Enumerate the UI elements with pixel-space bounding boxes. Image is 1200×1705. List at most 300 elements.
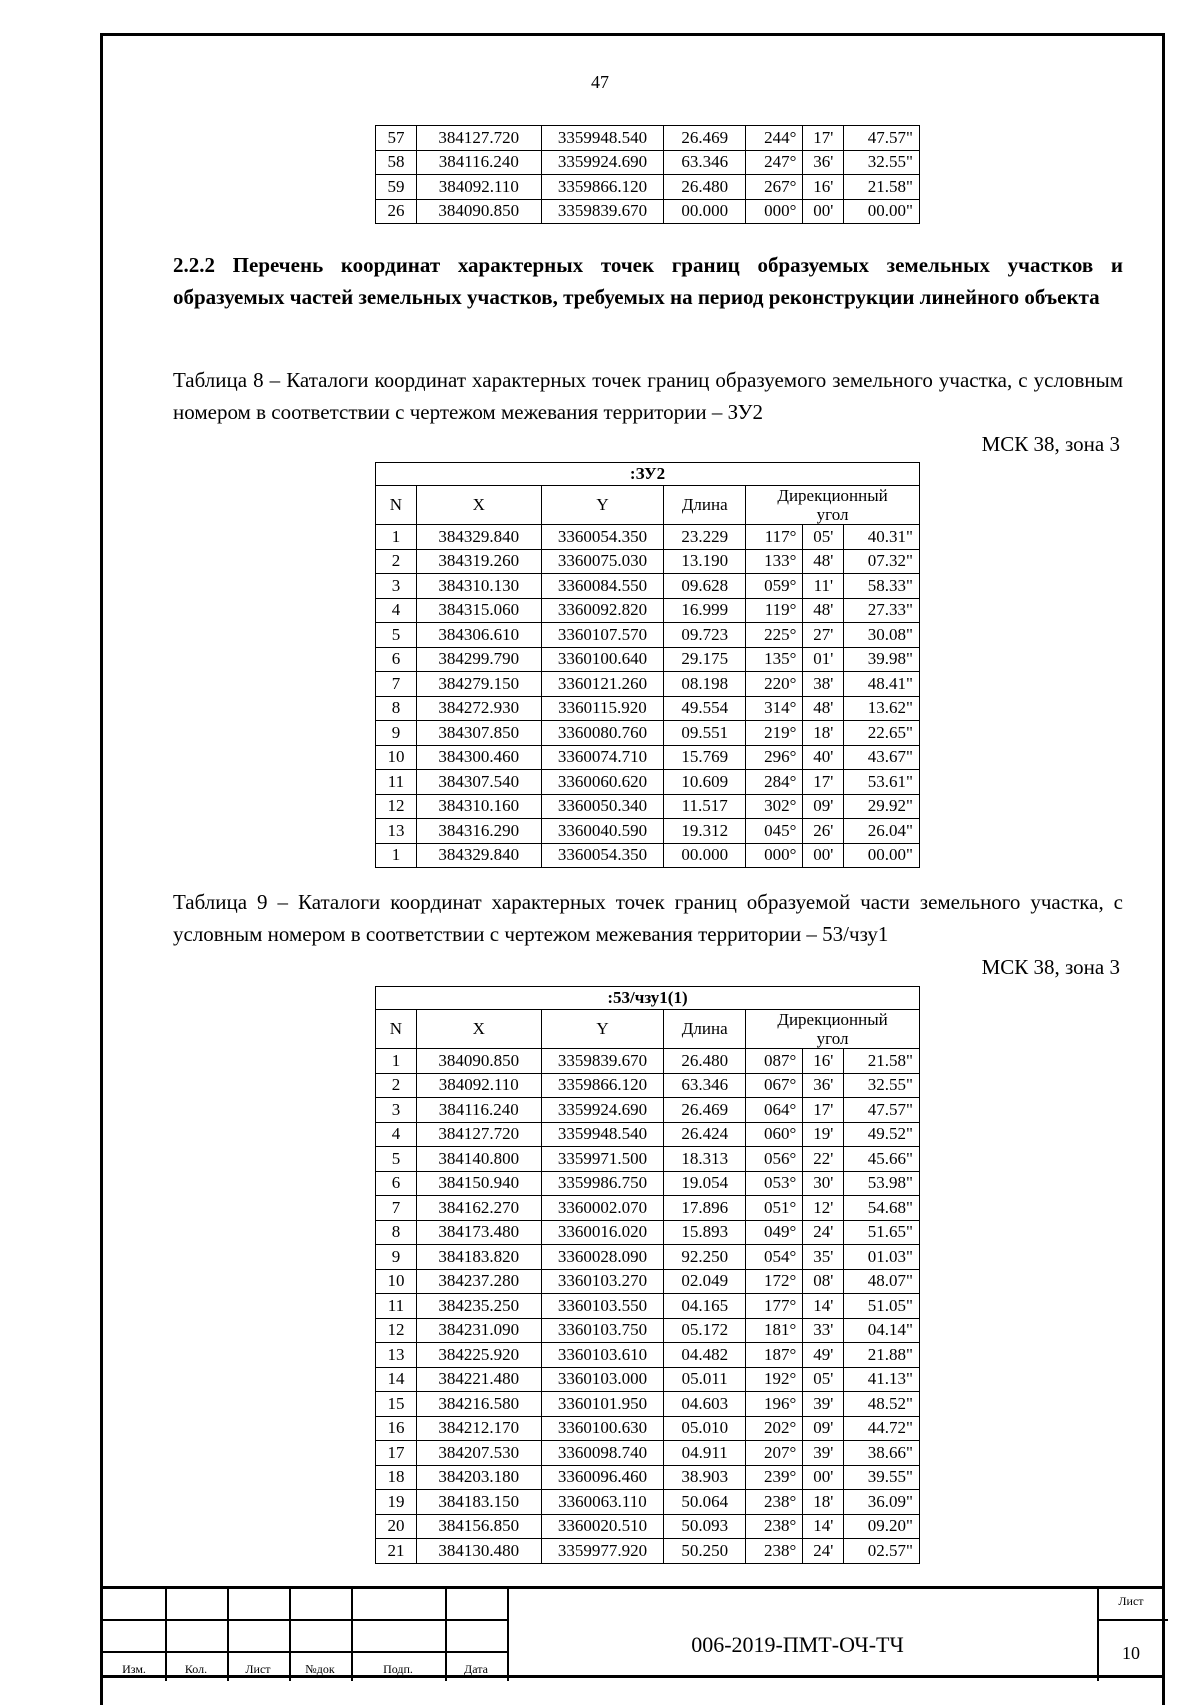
angle-minutes: 18' [803, 721, 844, 746]
angle-minutes: 00' [803, 843, 844, 868]
y-coord: 3360040.590 [541, 819, 664, 844]
x-coord: 384140.800 [416, 1147, 541, 1172]
angle-minutes: 24' [803, 1539, 844, 1564]
angle-seconds: 53.61" [844, 770, 920, 795]
angle-degrees: 117° [746, 525, 803, 550]
x-coord: 384150.940 [416, 1171, 541, 1196]
table-row [376, 525, 920, 550]
table-row [376, 672, 920, 697]
x-coord: 384300.460 [416, 745, 541, 770]
point-number: 9 [376, 1245, 417, 1270]
angle-degrees: 267° [746, 175, 803, 200]
length: 15.893 [664, 1220, 746, 1245]
angle-degrees: 049° [746, 1220, 803, 1245]
x-coord: 384203.180 [416, 1465, 541, 1490]
x-coord: 384225.920 [416, 1343, 541, 1368]
point-number: 59 [376, 175, 417, 200]
angle-seconds: 39.55" [844, 1465, 920, 1490]
table-row [376, 1490, 920, 1515]
x-coord: 384162.270 [416, 1196, 541, 1221]
col-y-header: Y [541, 486, 664, 525]
angle-minutes: 33' [803, 1318, 844, 1343]
point-number: 3 [376, 1098, 417, 1123]
angle-seconds: 48.52" [844, 1392, 920, 1417]
angle-minutes: 27' [803, 623, 844, 648]
x-coord: 384221.480 [416, 1367, 541, 1392]
table-row [376, 1441, 920, 1466]
table9-coordinates [375, 986, 920, 1564]
length: 23.229 [664, 525, 746, 550]
x-coord: 384315.060 [416, 598, 541, 623]
angle-degrees: 207° [746, 1441, 803, 1466]
angle-minutes: 00' [803, 199, 844, 224]
x-coord: 384127.720 [416, 126, 541, 151]
angle-seconds: 07.32" [844, 549, 920, 574]
x-coord: 384090.850 [416, 1049, 541, 1074]
point-number: 15 [376, 1392, 417, 1417]
angle-seconds: 13.62" [844, 696, 920, 721]
x-coord: 384329.840 [416, 843, 541, 868]
angle-seconds: 01.03" [844, 1245, 920, 1270]
y-coord: 3360103.610 [541, 1343, 664, 1368]
x-coord: 384310.160 [416, 794, 541, 819]
stamp-label-data: Дата [464, 1662, 488, 1676]
length: 08.198 [664, 672, 746, 697]
y-coord: 3360103.000 [541, 1367, 664, 1392]
angle-seconds: 04.14" [844, 1318, 920, 1343]
table-row [376, 647, 920, 672]
length: 10.609 [664, 770, 746, 795]
angle-seconds: 47.57" [844, 126, 920, 151]
angle-seconds: 44.72" [844, 1416, 920, 1441]
col-length-header: Длина [664, 1010, 746, 1049]
angle-degrees: 181° [746, 1318, 803, 1343]
angle-minutes: 39' [803, 1441, 844, 1466]
length: 09.551 [664, 721, 746, 746]
angle-header-top: Дирекционный [777, 1010, 888, 1029]
point-number: 4 [376, 598, 417, 623]
point-number: 12 [376, 1318, 417, 1343]
angle-minutes: 12' [803, 1196, 844, 1221]
angle-degrees: 064° [746, 1098, 803, 1123]
stamp-label-list: Лист [245, 1662, 271, 1676]
length: 50.093 [664, 1514, 746, 1539]
x-coord: 384127.720 [416, 1122, 541, 1147]
x-coord: 384173.480 [416, 1220, 541, 1245]
angle-minutes: 22' [803, 1147, 844, 1172]
angle-minutes: 38' [803, 672, 844, 697]
col-y-header: Y [541, 1010, 664, 1049]
point-number: 58 [376, 150, 417, 175]
angle-seconds: 30.08" [844, 623, 920, 648]
point-number: 5 [376, 623, 417, 648]
x-coord: 384212.170 [416, 1416, 541, 1441]
table-row [376, 696, 920, 721]
angle-degrees: 314° [746, 696, 803, 721]
x-coord: 384272.930 [416, 696, 541, 721]
table9-caption: Таблица 9 – Каталоги координат характерных точек границ образуемой части земельного участка, с условным номером в соответствии с чертежом межевания территории – 53/чзу1 [173, 890, 1123, 946]
table-row [376, 1122, 920, 1147]
point-number: 7 [376, 1196, 417, 1221]
y-coord: 3360098.740 [541, 1441, 664, 1466]
length: 15.769 [664, 745, 746, 770]
x-coord: 384183.820 [416, 1245, 541, 1270]
y-coord: 3360063.110 [541, 1490, 664, 1515]
length: 26.480 [664, 175, 746, 200]
table-row [376, 721, 920, 746]
point-number: 13 [376, 1343, 417, 1368]
angle-seconds: 36.09" [844, 1490, 920, 1515]
length: 04.165 [664, 1294, 746, 1319]
angle-degrees: 056° [746, 1147, 803, 1172]
length: 04.482 [664, 1343, 746, 1368]
point-number: 6 [376, 647, 417, 672]
y-coord: 3360060.620 [541, 770, 664, 795]
angle-minutes: 00' [803, 1465, 844, 1490]
angle-minutes: 26' [803, 819, 844, 844]
table-row [376, 745, 920, 770]
col-angle-header [746, 486, 920, 525]
x-coord: 384310.130 [416, 574, 541, 599]
angle-degrees: 067° [746, 1073, 803, 1098]
angle-seconds: 09.20" [844, 1514, 920, 1539]
angle-degrees: 087° [746, 1049, 803, 1074]
table-row [376, 1294, 920, 1319]
length: 26.480 [664, 1049, 746, 1074]
point-number: 1 [376, 843, 417, 868]
table-row [376, 1147, 920, 1172]
stamp-label-izm: Изм. [122, 1662, 146, 1676]
stamp-label-kol: Кол. [184, 1662, 208, 1676]
col-n-header: N [376, 486, 417, 525]
angle-degrees: 247° [746, 150, 803, 175]
table-row [376, 1269, 920, 1294]
table8-coordinates [375, 462, 920, 868]
length: 63.346 [664, 1073, 746, 1098]
table-row [376, 1514, 920, 1539]
point-number: 8 [376, 1220, 417, 1245]
table-row [376, 1343, 920, 1368]
length: 13.190 [664, 549, 746, 574]
x-coord: 384156.850 [416, 1514, 541, 1539]
angle-minutes: 18' [803, 1490, 844, 1515]
angle-minutes: 48' [803, 696, 844, 721]
angle-seconds: 21.58" [844, 1049, 920, 1074]
table-row [376, 623, 920, 648]
table-row [376, 574, 920, 599]
length: 49.554 [664, 696, 746, 721]
x-coord: 384090.850 [416, 199, 541, 224]
point-number: 5 [376, 1147, 417, 1172]
angle-seconds: 38.66" [844, 1441, 920, 1466]
point-number: 2 [376, 549, 417, 574]
table9-title: :53/чзу1(1) [376, 987, 920, 1010]
angle-minutes: 49' [803, 1343, 844, 1368]
length: 92.250 [664, 1245, 746, 1270]
angle-minutes: 48' [803, 549, 844, 574]
angle-degrees: 192° [746, 1367, 803, 1392]
length: 05.172 [664, 1318, 746, 1343]
x-coord: 384092.110 [416, 175, 541, 200]
angle-seconds: 41.13" [844, 1367, 920, 1392]
length: 17.896 [664, 1196, 746, 1221]
x-coord: 384183.150 [416, 1490, 541, 1515]
x-coord: 384279.150 [416, 672, 541, 697]
length: 18.313 [664, 1147, 746, 1172]
angle-seconds: 43.67" [844, 745, 920, 770]
y-coord: 3360101.950 [541, 1392, 664, 1417]
angle-minutes: 05' [803, 525, 844, 550]
y-coord: 3360002.070 [541, 1196, 664, 1221]
y-coord: 3359986.750 [541, 1171, 664, 1196]
point-number: 19 [376, 1490, 417, 1515]
point-number: 17 [376, 1441, 417, 1466]
angle-degrees: 196° [746, 1392, 803, 1417]
angle-minutes: 19' [803, 1122, 844, 1147]
x-coord: 384231.090 [416, 1318, 541, 1343]
document-code: 006-2019-ПМТ-ОЧ-ТЧ [691, 1632, 904, 1657]
angle-degrees: 053° [746, 1171, 803, 1196]
length: 26.424 [664, 1122, 746, 1147]
angle-minutes: 35' [803, 1245, 844, 1270]
angle-degrees: 133° [746, 549, 803, 574]
table-row [376, 549, 920, 574]
table-row [376, 1367, 920, 1392]
angle-degrees: 000° [746, 199, 803, 224]
y-coord: 3360028.090 [541, 1245, 664, 1270]
angle-degrees: 220° [746, 672, 803, 697]
col-angle-header [746, 1010, 920, 1049]
y-coord: 3359948.540 [541, 126, 664, 151]
angle-degrees: 296° [746, 745, 803, 770]
point-number: 12 [376, 794, 417, 819]
angle-degrees: 054° [746, 1245, 803, 1270]
point-number: 9 [376, 721, 417, 746]
angle-minutes: 05' [803, 1367, 844, 1392]
table-row [376, 1171, 920, 1196]
angle-minutes: 17' [803, 770, 844, 795]
length: 16.999 [664, 598, 746, 623]
y-coord: 3360016.020 [541, 1220, 664, 1245]
angle-seconds: 00.00" [844, 843, 920, 868]
angle-seconds: 27.33" [844, 598, 920, 623]
angle-degrees: 051° [746, 1196, 803, 1221]
angle-minutes: 39' [803, 1392, 844, 1417]
point-number: 3 [376, 574, 417, 599]
point-number: 4 [376, 1122, 417, 1147]
angle-seconds: 21.88" [844, 1343, 920, 1368]
angle-minutes: 11' [803, 574, 844, 599]
angle-seconds: 02.57" [844, 1539, 920, 1564]
point-number: 21 [376, 1539, 417, 1564]
length: 19.312 [664, 819, 746, 844]
table-row [376, 598, 920, 623]
angle-degrees: 238° [746, 1490, 803, 1515]
y-coord: 3360121.260 [541, 672, 664, 697]
length: 05.011 [664, 1367, 746, 1392]
stamp-label-podp: Подп. [383, 1662, 413, 1676]
angle-degrees: 060° [746, 1122, 803, 1147]
sheet-number: 10 [1122, 1643, 1140, 1663]
table-row [376, 126, 920, 151]
angle-minutes: 16' [803, 1049, 844, 1074]
x-coord: 384316.290 [416, 819, 541, 844]
point-number: 2 [376, 1073, 417, 1098]
y-coord: 3360092.820 [541, 598, 664, 623]
y-coord: 3359977.920 [541, 1539, 664, 1564]
angle-degrees: 202° [746, 1416, 803, 1441]
table-row [376, 1073, 920, 1098]
table-row [376, 1416, 920, 1441]
angle-header-top: Дирекционный [777, 486, 888, 505]
angle-minutes: 14' [803, 1514, 844, 1539]
length: 38.903 [664, 1465, 746, 1490]
y-coord: 3359924.690 [541, 150, 664, 175]
angle-degrees: 219° [746, 721, 803, 746]
table-row [376, 175, 920, 200]
angle-minutes: 48' [803, 598, 844, 623]
table-row [376, 770, 920, 795]
x-coord: 384319.260 [416, 549, 541, 574]
y-coord: 3360103.270 [541, 1269, 664, 1294]
angle-degrees: 238° [746, 1514, 803, 1539]
angle-seconds: 00.00" [844, 199, 920, 224]
angle-degrees: 000° [746, 843, 803, 868]
angle-seconds: 39.98" [844, 647, 920, 672]
angle-seconds: 22.65" [844, 721, 920, 746]
table-row [376, 1539, 920, 1564]
x-coord: 384207.530 [416, 1441, 541, 1466]
y-coord: 3360020.510 [541, 1514, 664, 1539]
x-coord: 384307.850 [416, 721, 541, 746]
y-coord: 3360107.570 [541, 623, 664, 648]
angle-minutes: 09' [803, 794, 844, 819]
point-number: 1 [376, 1049, 417, 1074]
table-row [376, 1049, 920, 1074]
section-heading: 2.2.2 Перечень координат характерных точек границ образуемых земельных участков и образуемых частей земельных участков, требуемых на период реконструкции линейного объекта [173, 253, 1123, 309]
angle-seconds: 32.55" [844, 1073, 920, 1098]
col-n-header: N [376, 1010, 417, 1049]
y-coord: 3360080.760 [541, 721, 664, 746]
length: 09.723 [664, 623, 746, 648]
table-row [376, 199, 920, 224]
angle-minutes: 16' [803, 175, 844, 200]
point-number: 26 [376, 199, 417, 224]
point-number: 6 [376, 1171, 417, 1196]
angle-minutes: 08' [803, 1269, 844, 1294]
angle-seconds: 51.05" [844, 1294, 920, 1319]
angle-minutes: 01' [803, 647, 844, 672]
length: 26.469 [664, 1098, 746, 1123]
x-coord: 384216.580 [416, 1392, 541, 1417]
length: 26.469 [664, 126, 746, 151]
x-coord: 384235.250 [416, 1294, 541, 1319]
table-row [376, 1392, 920, 1417]
length: 04.911 [664, 1441, 746, 1466]
table-row [376, 843, 920, 868]
angle-minutes: 17' [803, 126, 844, 151]
length: 04.603 [664, 1392, 746, 1417]
angle-seconds: 49.52" [844, 1122, 920, 1147]
table-row [376, 1220, 920, 1245]
angle-degrees: 284° [746, 770, 803, 795]
angle-degrees: 244° [746, 126, 803, 151]
table-row [376, 1245, 920, 1270]
sheet-label: Лист [1118, 1594, 1144, 1608]
angle-seconds: 54.68" [844, 1196, 920, 1221]
y-coord: 3359948.540 [541, 1122, 664, 1147]
angle-minutes: 36' [803, 150, 844, 175]
point-number: 11 [376, 1294, 417, 1319]
y-coord: 3359971.500 [541, 1147, 664, 1172]
angle-minutes: 09' [803, 1416, 844, 1441]
angle-degrees: 302° [746, 794, 803, 819]
angle-seconds: 21.58" [844, 175, 920, 200]
angle-seconds: 48.07" [844, 1269, 920, 1294]
y-coord: 3360054.350 [541, 525, 664, 550]
table8-title: :ЗУ2 [376, 463, 920, 486]
table-row [376, 1196, 920, 1221]
x-coord: 384116.240 [416, 1098, 541, 1123]
length: 11.517 [664, 794, 746, 819]
y-coord: 3360096.460 [541, 1465, 664, 1490]
angle-seconds: 26.04" [844, 819, 920, 844]
col-length-header: Длина [664, 486, 746, 525]
table-row [376, 1318, 920, 1343]
length: 50.064 [664, 1490, 746, 1515]
x-coord: 384299.790 [416, 647, 541, 672]
table9-zone: МСК 38, зона 3 [981, 955, 1120, 979]
y-coord: 3359866.120 [541, 1073, 664, 1098]
x-coord: 384092.110 [416, 1073, 541, 1098]
x-coord: 384130.480 [416, 1539, 541, 1564]
length: 02.049 [664, 1269, 746, 1294]
col-x-header: X [416, 486, 541, 525]
angle-seconds: 47.57" [844, 1098, 920, 1123]
angle-degrees: 045° [746, 819, 803, 844]
angle-degrees: 177° [746, 1294, 803, 1319]
angle-degrees: 239° [746, 1465, 803, 1490]
table-row [376, 819, 920, 844]
stamp-label-ndok: №док [305, 1662, 335, 1676]
y-coord: 3359839.670 [541, 199, 664, 224]
y-coord: 3360103.750 [541, 1318, 664, 1343]
y-coord: 3359839.670 [541, 1049, 664, 1074]
point-number: 7 [376, 672, 417, 697]
angle-seconds: 48.41" [844, 672, 920, 697]
point-number: 10 [376, 745, 417, 770]
length: 29.175 [664, 647, 746, 672]
angle-degrees: 238° [746, 1539, 803, 1564]
y-coord: 3360084.550 [541, 574, 664, 599]
point-number: 8 [376, 696, 417, 721]
table-row [376, 150, 920, 175]
angle-header-bottom: угол [816, 505, 849, 524]
point-number: 13 [376, 819, 417, 844]
angle-minutes: 40' [803, 745, 844, 770]
point-number: 16 [376, 1416, 417, 1441]
y-coord: 3359866.120 [541, 175, 664, 200]
table-row [376, 1465, 920, 1490]
y-coord: 3360100.640 [541, 647, 664, 672]
x-coord: 384116.240 [416, 150, 541, 175]
x-coord: 384306.610 [416, 623, 541, 648]
angle-seconds: 40.31" [844, 525, 920, 550]
y-coord: 3360050.340 [541, 794, 664, 819]
table-row [376, 794, 920, 819]
angle-seconds: 51.65" [844, 1220, 920, 1245]
y-coord: 3360103.550 [541, 1294, 664, 1319]
